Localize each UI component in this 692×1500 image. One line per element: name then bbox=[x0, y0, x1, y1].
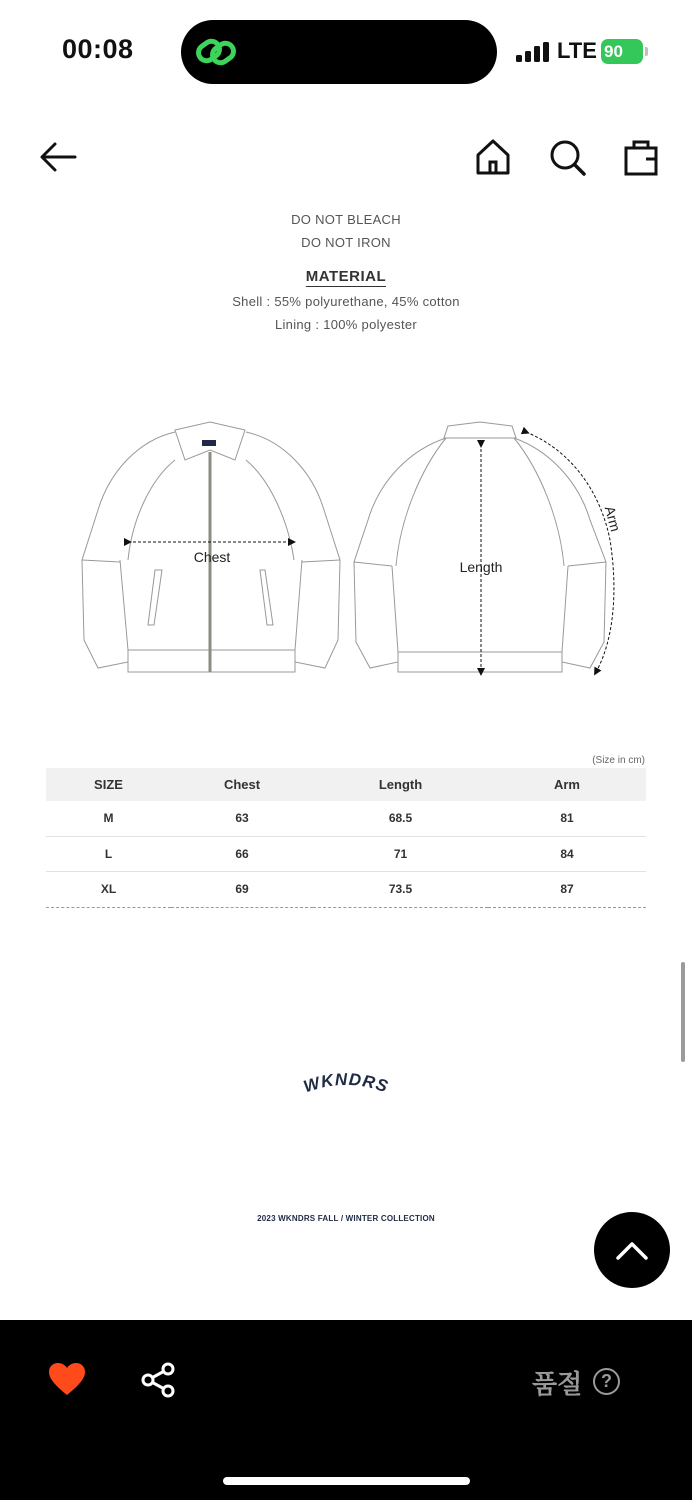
care-do-not-bleach: DO NOT BLEACH bbox=[291, 212, 401, 227]
home-button[interactable] bbox=[470, 134, 516, 180]
share-icon[interactable] bbox=[140, 1362, 176, 1398]
battery-level: 90 bbox=[601, 39, 643, 64]
cell-length: 68.5 bbox=[313, 801, 488, 836]
size-table bbox=[46, 768, 646, 908]
scroll-to-top-button[interactable] bbox=[594, 1212, 670, 1288]
material-shell: Shell : 55% polyurethane, 45% cotton bbox=[232, 294, 460, 309]
cell-length: 73.5 bbox=[313, 871, 488, 907]
table-row bbox=[46, 801, 646, 836]
dynamic-island bbox=[181, 20, 497, 84]
svg-text:WKNDRS bbox=[301, 1070, 391, 1097]
brand-logo bbox=[290, 1064, 402, 1104]
cell-arm: 87 bbox=[488, 871, 646, 907]
cell-chest: 66 bbox=[171, 836, 313, 871]
size-unit-note: (Size in cm) bbox=[592, 755, 645, 766]
search-button[interactable] bbox=[544, 134, 590, 180]
collection-caption: 2023 WKNDRS FALL / WINTER COLLECTION bbox=[257, 1214, 435, 1223]
header-size: SIZE bbox=[46, 768, 171, 801]
home-indicator[interactable] bbox=[223, 1477, 470, 1485]
scroll-indicator[interactable] bbox=[681, 962, 685, 1062]
cell-size: L bbox=[46, 836, 171, 871]
cell-chest: 63 bbox=[171, 801, 313, 836]
cart-button[interactable] bbox=[618, 134, 664, 180]
length-label: Length bbox=[459, 559, 503, 575]
care-do-not-iron: DO NOT IRON bbox=[301, 235, 391, 250]
battery-icon bbox=[601, 39, 649, 64]
bottom-action-bar bbox=[0, 1320, 692, 1500]
material-lining: Lining : 100% polyester bbox=[274, 317, 418, 332]
network-type: LTE bbox=[557, 38, 597, 63]
cell-size: XL bbox=[46, 871, 171, 907]
back-button[interactable] bbox=[34, 134, 80, 180]
cell-length: 71 bbox=[313, 836, 488, 871]
cell-chest: 69 bbox=[171, 871, 313, 907]
home-icon bbox=[473, 137, 513, 177]
link-app-icon bbox=[195, 34, 239, 70]
table-row bbox=[46, 871, 646, 907]
cell-arm: 81 bbox=[488, 801, 646, 836]
size-table-header bbox=[46, 768, 646, 801]
back-arrow-icon bbox=[37, 137, 77, 177]
chest-label: Chest bbox=[193, 549, 231, 565]
brand-logo-text: WKNDRS bbox=[301, 1069, 392, 1097]
header-length: Length bbox=[313, 768, 488, 801]
signal-icon bbox=[516, 42, 550, 62]
help-icon[interactable]: ? bbox=[593, 1368, 620, 1395]
chevron-up-icon bbox=[615, 1239, 649, 1261]
arm-label: Arm bbox=[601, 504, 624, 534]
search-icon bbox=[547, 137, 587, 177]
sold-out-label: 품절 bbox=[532, 1369, 583, 1399]
heart-icon[interactable] bbox=[48, 1362, 86, 1396]
cell-arm: 84 bbox=[488, 836, 646, 871]
status-time: 00:08 bbox=[62, 34, 134, 64]
shopping-bag-icon bbox=[621, 137, 661, 177]
cell-size: M bbox=[46, 801, 171, 836]
size-guide-diagram bbox=[70, 410, 630, 700]
material-title: MATERIAL bbox=[305, 268, 387, 285]
header-arm: Arm bbox=[488, 768, 646, 801]
header-chest: Chest bbox=[171, 768, 313, 801]
status-bar bbox=[0, 0, 692, 100]
table-row bbox=[46, 836, 646, 871]
